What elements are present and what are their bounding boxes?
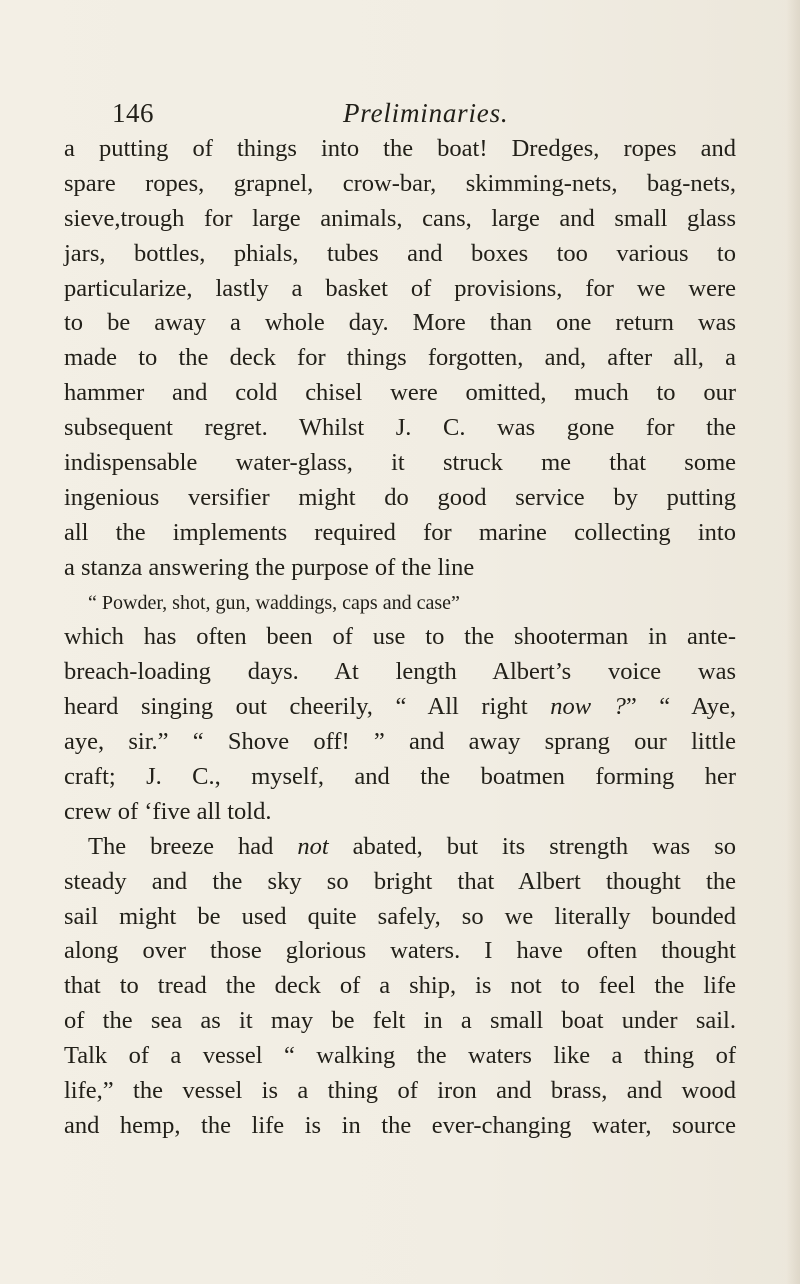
text-line: a putting of things into the boat! Dredges, ropes and <box>64 135 736 162</box>
text-line: of the sea as it may be felt in a small boat under sail. <box>64 1007 736 1035</box>
text-line: a stanza answering the purpose of the line <box>64 553 475 581</box>
running-title: Preliminaries. <box>343 98 509 128</box>
text-line: crew of ‘five all told. <box>64 797 272 825</box>
text-line: ingenious versifier might do good service by putting <box>64 483 736 511</box>
text-line: all the implements required for marine collecting into <box>64 518 736 546</box>
text-line: along over those glorious waters. I have often thought <box>64 937 736 965</box>
text-line: particularize, lastly a basket of provisions, for we were <box>64 274 736 302</box>
text-line: that to tread the deck of a ship, is not to feel the life <box>64 972 736 1000</box>
text-line: steady and the sky so bright that Albert thought the <box>64 867 736 895</box>
text-line: subsequent regret. Whilst J. C. was gone for the <box>64 414 736 442</box>
text-segment: heard singing out cheerily, “ All right <box>64 693 551 721</box>
text-line: indispensable water-glass, it struck me that some <box>64 449 736 477</box>
text-line: which has often been of use to the shooterman in ante- <box>64 623 736 651</box>
text-line: aye, sir.” “ Shove off! ” and away sprang our little <box>64 728 736 756</box>
quoted-verse-line: “ Powder, shot, gun, waddings, caps and case” <box>88 591 460 614</box>
text-line: jars, bottles, phials, tubes and boxes too various to <box>64 239 736 267</box>
text-line-mixed <box>64 830 736 865</box>
text-line: breach-loading days. At length Albert’s voice was <box>64 658 736 686</box>
text-line: and hemp, the life is in the ever-changing water, source <box>64 1111 736 1139</box>
text-line: hammer and cold chisel were omitted, much to our <box>64 379 736 407</box>
text-line-mixed <box>64 690 736 725</box>
text-line: to be away a whole day. More than one return was <box>64 309 736 337</box>
text-line: craft; J. C., myself, and the boatmen forming her <box>64 763 736 791</box>
text-line: spare ropes, grapnel, crow-bar, skimming-nets, bag-nets, <box>64 169 736 197</box>
text-segment: ” “ Aye, <box>625 693 736 721</box>
italic-segment: not <box>297 832 329 860</box>
text-line: sieve,trough for large animals, cans, large and small glass <box>64 204 736 232</box>
text-line: made to the deck for things forgotten, and, after all, a <box>64 344 736 372</box>
text-line: Talk of a vessel “ walking the waters like a thing of <box>64 1042 736 1070</box>
text-line: sail might be used quite safely, so we literally bounded <box>64 902 736 930</box>
text-segment: abated, but its strength was so <box>328 832 737 860</box>
text-line: life,” the vessel is a thing of iron and brass, and wood <box>64 1077 736 1105</box>
page-edge-shadow <box>786 0 800 1284</box>
italic-segment: now ? <box>550 693 626 721</box>
body-text <box>64 132 736 1144</box>
page-number: 146 <box>112 98 154 128</box>
text-segment: The breeze had <box>88 832 298 860</box>
